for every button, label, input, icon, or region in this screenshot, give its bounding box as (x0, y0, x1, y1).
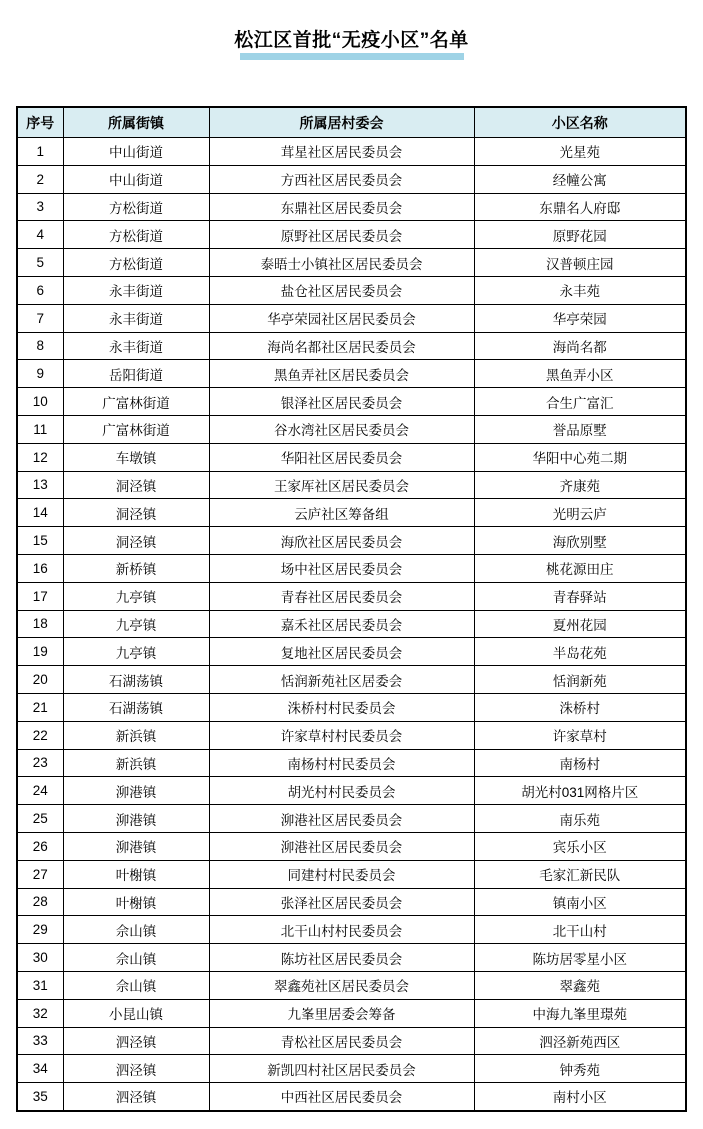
cell-committee: 复地社区居民委员会 (209, 638, 474, 666)
cell-committee: 黑鱼弄社区居民委员会 (209, 360, 474, 388)
cell-community: 宾乐小区 (474, 832, 686, 860)
cell-town: 洞泾镇 (63, 499, 209, 527)
table-row (17, 666, 686, 694)
table-row (17, 944, 686, 972)
cell-committee: 盐仓社区居民委员会 (209, 276, 474, 304)
title-underline (240, 53, 464, 60)
cell-committee: 同建村村民委员会 (209, 860, 474, 888)
cell-community: 齐康苑 (474, 471, 686, 499)
cell-community: 光星苑 (474, 138, 686, 166)
table-row (17, 777, 686, 805)
cell-community: 恬润新苑 (474, 666, 686, 694)
cell-community: 中海九峯里璟苑 (474, 999, 686, 1027)
cell-index: 21 (17, 693, 63, 721)
cell-committee: 嘉禾社区居民委员会 (209, 610, 474, 638)
cell-index: 10 (17, 388, 63, 416)
cell-community: 洙桥村 (474, 693, 686, 721)
cell-index: 22 (17, 721, 63, 749)
cell-committee: 泰晤士小镇社区居民委员会 (209, 249, 474, 277)
cell-index: 34 (17, 1055, 63, 1083)
cell-town: 新浜镇 (63, 721, 209, 749)
cell-town: 石湖荡镇 (63, 666, 209, 694)
table-row (17, 443, 686, 471)
table-row (17, 971, 686, 999)
cell-committee: 张泽社区居民委员会 (209, 888, 474, 916)
cell-committee: 泖港社区居民委员会 (209, 805, 474, 833)
cell-committee: 海尚名都社区居民委员会 (209, 332, 474, 360)
table-row (17, 221, 686, 249)
table-row (17, 582, 686, 610)
cell-community: 毛家汇新民队 (474, 860, 686, 888)
cell-town: 方松街道 (63, 221, 209, 249)
cell-index: 32 (17, 999, 63, 1027)
cell-index: 15 (17, 527, 63, 555)
table-row (17, 805, 686, 833)
table-header-row (17, 107, 686, 138)
cell-committee: 谷水湾社区居民委员会 (209, 415, 474, 443)
cell-community: 光明云庐 (474, 499, 686, 527)
cell-index: 5 (17, 249, 63, 277)
cell-committee: 云庐社区筹备组 (209, 499, 474, 527)
table-row (17, 527, 686, 555)
cell-committee: 茸星社区居民委员会 (209, 138, 474, 166)
cell-index: 18 (17, 610, 63, 638)
cell-community: 北干山村 (474, 916, 686, 944)
table-row (17, 276, 686, 304)
communities-table (16, 106, 687, 1112)
table-row (17, 499, 686, 527)
cell-index: 11 (17, 415, 63, 443)
cell-index: 4 (17, 221, 63, 249)
cell-community: 胡光村031网格片区 (474, 777, 686, 805)
cell-town: 石湖荡镇 (63, 693, 209, 721)
cell-community: 镇南小区 (474, 888, 686, 916)
cell-town: 泖港镇 (63, 777, 209, 805)
table-row (17, 332, 686, 360)
cell-committee: 北干山村村民委员会 (209, 916, 474, 944)
cell-committee: 九峯里居委会筹备 (209, 999, 474, 1027)
cell-town: 新桥镇 (63, 554, 209, 582)
cell-community: 誉品原墅 (474, 415, 686, 443)
cell-committee: 华阳社区居民委员会 (209, 443, 474, 471)
cell-community: 永丰苑 (474, 276, 686, 304)
cell-town: 叶榭镇 (63, 860, 209, 888)
cell-town: 永丰街道 (63, 304, 209, 332)
cell-community: 陈坊居零星小区 (474, 944, 686, 972)
cell-town: 洞泾镇 (63, 527, 209, 555)
table-row (17, 860, 686, 888)
cell-town: 方松街道 (63, 249, 209, 277)
cell-committee: 泖港社区居民委员会 (209, 832, 474, 860)
cell-town: 九亭镇 (63, 610, 209, 638)
cell-index: 31 (17, 971, 63, 999)
cell-town: 方松街道 (63, 193, 209, 221)
cell-index: 13 (17, 471, 63, 499)
cell-index: 19 (17, 638, 63, 666)
table-row (17, 554, 686, 582)
cell-town: 中山街道 (63, 138, 209, 166)
cell-community: 经幢公寓 (474, 165, 686, 193)
cell-committee: 许家草村村民委员会 (209, 721, 474, 749)
cell-index: 23 (17, 749, 63, 777)
cell-committee: 海欣社区居民委员会 (209, 527, 474, 555)
cell-index: 28 (17, 888, 63, 916)
header-index: 序号 (17, 107, 63, 138)
cell-community: 钟秀苑 (474, 1055, 686, 1083)
header-town: 所属街镇 (63, 107, 209, 138)
cell-index: 33 (17, 1027, 63, 1055)
cell-community: 夏州花园 (474, 610, 686, 638)
cell-town: 佘山镇 (63, 944, 209, 972)
cell-town: 永丰街道 (63, 332, 209, 360)
cell-community: 南村小区 (474, 1083, 686, 1111)
cell-town: 泖港镇 (63, 832, 209, 860)
cell-committee: 胡光村村民委员会 (209, 777, 474, 805)
cell-community: 翠鑫苑 (474, 971, 686, 999)
cell-community: 原野花园 (474, 221, 686, 249)
cell-town: 佘山镇 (63, 916, 209, 944)
cell-town: 中山街道 (63, 165, 209, 193)
cell-town: 新浜镇 (63, 749, 209, 777)
cell-community: 汉普顿庄园 (474, 249, 686, 277)
cell-committee: 华亭荣园社区居民委员会 (209, 304, 474, 332)
title-block (0, 0, 703, 60)
cell-index: 3 (17, 193, 63, 221)
cell-index: 14 (17, 499, 63, 527)
cell-committee: 青春社区居民委员会 (209, 582, 474, 610)
cell-committee: 恬润新苑社区居委会 (209, 666, 474, 694)
table-row (17, 693, 686, 721)
cell-community: 青春驿站 (474, 582, 686, 610)
cell-index: 29 (17, 916, 63, 944)
cell-community: 华亭荣园 (474, 304, 686, 332)
cell-community: 桃花源田庄 (474, 554, 686, 582)
cell-index: 2 (17, 165, 63, 193)
cell-index: 20 (17, 666, 63, 694)
cell-town: 车墩镇 (63, 443, 209, 471)
cell-community: 半岛花苑 (474, 638, 686, 666)
cell-committee: 青松社区居民委员会 (209, 1027, 474, 1055)
table-row (17, 304, 686, 332)
cell-committee: 王家厍社区居民委员会 (209, 471, 474, 499)
table-row (17, 610, 686, 638)
cell-index: 16 (17, 554, 63, 582)
cell-index: 26 (17, 832, 63, 860)
cell-committee: 南杨村村民委员会 (209, 749, 474, 777)
cell-town: 泗泾镇 (63, 1027, 209, 1055)
cell-index: 24 (17, 777, 63, 805)
table-row (17, 360, 686, 388)
table-row (17, 638, 686, 666)
cell-town: 小昆山镇 (63, 999, 209, 1027)
cell-index: 30 (17, 944, 63, 972)
cell-committee: 东鼎社区居民委员会 (209, 193, 474, 221)
cell-town: 泖港镇 (63, 805, 209, 833)
table-row (17, 749, 686, 777)
table-row (17, 249, 686, 277)
table-row (17, 1055, 686, 1083)
cell-index: 25 (17, 805, 63, 833)
cell-community: 海尚名都 (474, 332, 686, 360)
table-row (17, 388, 686, 416)
table-row (17, 832, 686, 860)
table-row (17, 888, 686, 916)
table-body (17, 138, 686, 1111)
table-row (17, 721, 686, 749)
cell-town: 岳阳街道 (63, 360, 209, 388)
cell-index: 17 (17, 582, 63, 610)
cell-town: 永丰街道 (63, 276, 209, 304)
cell-committee: 方西社区居民委员会 (209, 165, 474, 193)
cell-committee: 洙桥村村民委员会 (209, 693, 474, 721)
page-title: 松江区首批“无疫小区”名单 (234, 30, 469, 51)
cell-committee: 陈坊社区居民委员会 (209, 944, 474, 972)
header-community: 小区名称 (474, 107, 686, 138)
cell-community: 许家草村 (474, 721, 686, 749)
table-row (17, 415, 686, 443)
cell-community: 南杨村 (474, 749, 686, 777)
cell-community: 海欣别墅 (474, 527, 686, 555)
cell-town: 叶榭镇 (63, 888, 209, 916)
cell-committee: 银泽社区居民委员会 (209, 388, 474, 416)
cell-committee: 新凯四村社区居民委员会 (209, 1055, 474, 1083)
cell-committee: 翠鑫苑社区居民委员会 (209, 971, 474, 999)
table-row (17, 1083, 686, 1111)
cell-community: 黑鱼弄小区 (474, 360, 686, 388)
table-row (17, 916, 686, 944)
cell-town: 广富林街道 (63, 388, 209, 416)
cell-index: 27 (17, 860, 63, 888)
cell-town: 泗泾镇 (63, 1083, 209, 1111)
cell-town: 九亭镇 (63, 582, 209, 610)
table-row (17, 471, 686, 499)
cell-community: 东鼎名人府邸 (474, 193, 686, 221)
cell-index: 12 (17, 443, 63, 471)
table-row (17, 999, 686, 1027)
cell-index: 35 (17, 1083, 63, 1111)
cell-town: 洞泾镇 (63, 471, 209, 499)
cell-community: 华阳中心苑二期 (474, 443, 686, 471)
cell-community: 合生广富汇 (474, 388, 686, 416)
table-row (17, 138, 686, 166)
cell-committee: 原野社区居民委员会 (209, 221, 474, 249)
table-row (17, 165, 686, 193)
cell-town: 泗泾镇 (63, 1055, 209, 1083)
table-row (17, 1027, 686, 1055)
header-committee: 所属居村委会 (209, 107, 474, 138)
cell-index: 6 (17, 276, 63, 304)
cell-committee: 中西社区居民委员会 (209, 1083, 474, 1111)
cell-committee: 场中社区居民委员会 (209, 554, 474, 582)
cell-index: 1 (17, 138, 63, 166)
cell-community: 泗泾新苑西区 (474, 1027, 686, 1055)
cell-town: 佘山镇 (63, 971, 209, 999)
table-row (17, 193, 686, 221)
cell-town: 九亭镇 (63, 638, 209, 666)
cell-town: 广富林街道 (63, 415, 209, 443)
cell-index: 7 (17, 304, 63, 332)
cell-index: 8 (17, 332, 63, 360)
cell-community: 南乐苑 (474, 805, 686, 833)
cell-index: 9 (17, 360, 63, 388)
